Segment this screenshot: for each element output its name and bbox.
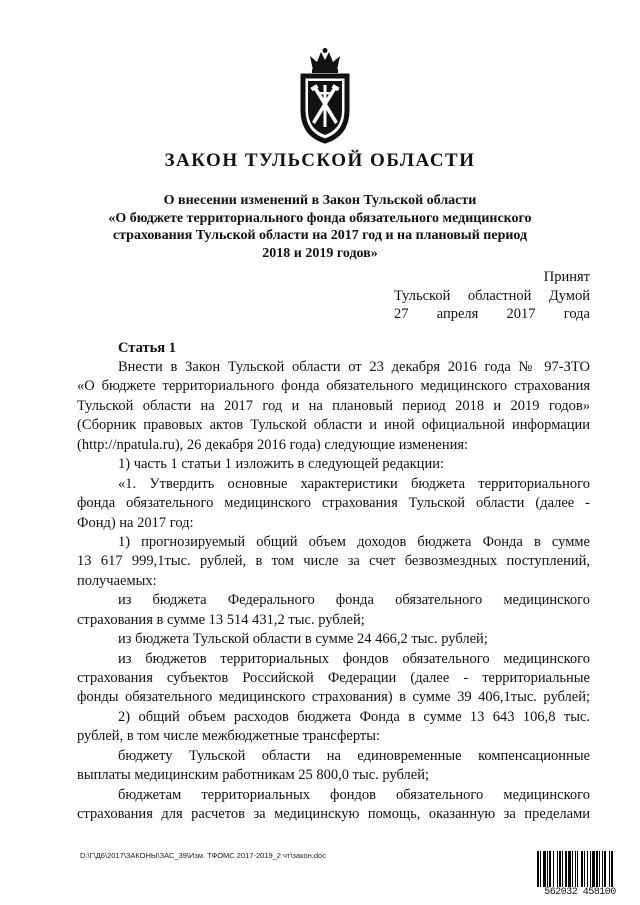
body-line: получаемых:	[77, 572, 157, 589]
tula-coat-of-arms-icon	[296, 48, 354, 144]
law-subject-line: 2018 и 2019 годов»	[262, 245, 378, 261]
barcode-number: 562032 458100	[544, 887, 616, 898]
body-line: фонды обязательного медицинского страхования) в сумме 39 406,1тыс. рублей;	[77, 689, 590, 706]
law-subject	[80, 192, 560, 262]
barcode	[537, 851, 623, 899]
body-line: из бюджета Тульской области в сумме 24 466,2 тыс. рублей;	[118, 631, 488, 648]
body-line: (Сборник правовых актов Тульской области и иной официальной информации	[77, 417, 590, 434]
body-line: страхования в сумме 13 514 431,2 тыс. рублей;	[77, 611, 365, 628]
body-line: 1) часть 1 статьи 1 изложить в следующей редакции:	[118, 456, 444, 473]
adopted-date-part: 2017	[506, 306, 536, 322]
law-subject-line: страхования Тульской области на 2017 год и на плановый период	[112, 228, 528, 243]
body-line: бюджетам территориальных фондов обязательного медицинского	[118, 786, 590, 803]
adopted-date-part: года	[563, 306, 590, 322]
body-line: фонда обязательного медицинского страхования Тульской области (далее -	[77, 495, 590, 512]
body-line: из бюджетов территориальных фондов обязательного медицинского	[118, 650, 590, 667]
adopted-date-part: 27	[394, 306, 409, 322]
body-line: 1) прогнозируемый общий объем доходов бюджета Фонда в сумме	[118, 533, 590, 550]
law-title: ЗАКОН ТУЛЬСКОЙ ОБЛАСТИ	[164, 150, 476, 171]
body-line: «1. Утвердить основные характеристики бюджета территориального	[118, 475, 590, 492]
adopted-label: Принят	[543, 269, 590, 285]
body-line: бюджету Тульской области на единовременные компенсационные	[118, 747, 590, 764]
body-line: (http://npatula.ru), 26 декабря 2016 года) следующие изменения:	[77, 436, 469, 453]
body-line: страхования для расчетов за медицинскую помощь, оказанную за пределами	[77, 806, 590, 823]
law-subject-line: О внесении изменений в Закон Тульской области	[163, 193, 477, 208]
body-line: страхования субъектов Российской Федерации (далее - территориальные	[77, 670, 590, 686]
body-line: Тульской области на 2017 год и на плановый период 2018 и 2019 годов»	[77, 397, 590, 414]
adopted-word: Тульской	[394, 287, 451, 304]
adoption-note	[394, 268, 590, 324]
adopted-word: областной	[467, 287, 532, 304]
body-line: Внести в Закон Тульской области от 23 декабря 2016 года № 97-ЗТО	[118, 359, 590, 375]
adopted-word: Думой	[548, 287, 590, 304]
body-line: из бюджета Федерального фонда обязательного медицинского	[118, 592, 590, 609]
body-line: выплаты медицинским работникам 25 800,0 тыс. рублей;	[77, 767, 430, 784]
body-line: рублей, в том числе межбюджетные трансферты:	[77, 728, 381, 745]
body-line: 13 617 999,1тыс. рублей, в том числе за счет безвозмездных поступлений,	[77, 553, 590, 570]
body-line: Фонд) на 2017 год:	[77, 514, 194, 531]
article-heading: Статья 1	[118, 340, 176, 356]
barcode-bars	[537, 851, 623, 887]
file-path-footer: D:\Г\Д6\2017\ЗАКОНЫ\ЗАС_39\Изм. ТФОМС 2017-2019_2 чт\закон.doc	[80, 851, 326, 860]
adopted-date-part: апреля	[436, 306, 479, 322]
article-body	[77, 358, 590, 825]
body-line: 2) общий объем расходов бюджета Фонда в сумме 13 643 106,8 тыс.	[118, 708, 590, 725]
body-line: «О бюджете территориального фонда обязательного медицинского страхования	[77, 378, 590, 395]
law-subject-line: «О бюджете территориального фонда обязательного медицинского	[108, 210, 532, 226]
